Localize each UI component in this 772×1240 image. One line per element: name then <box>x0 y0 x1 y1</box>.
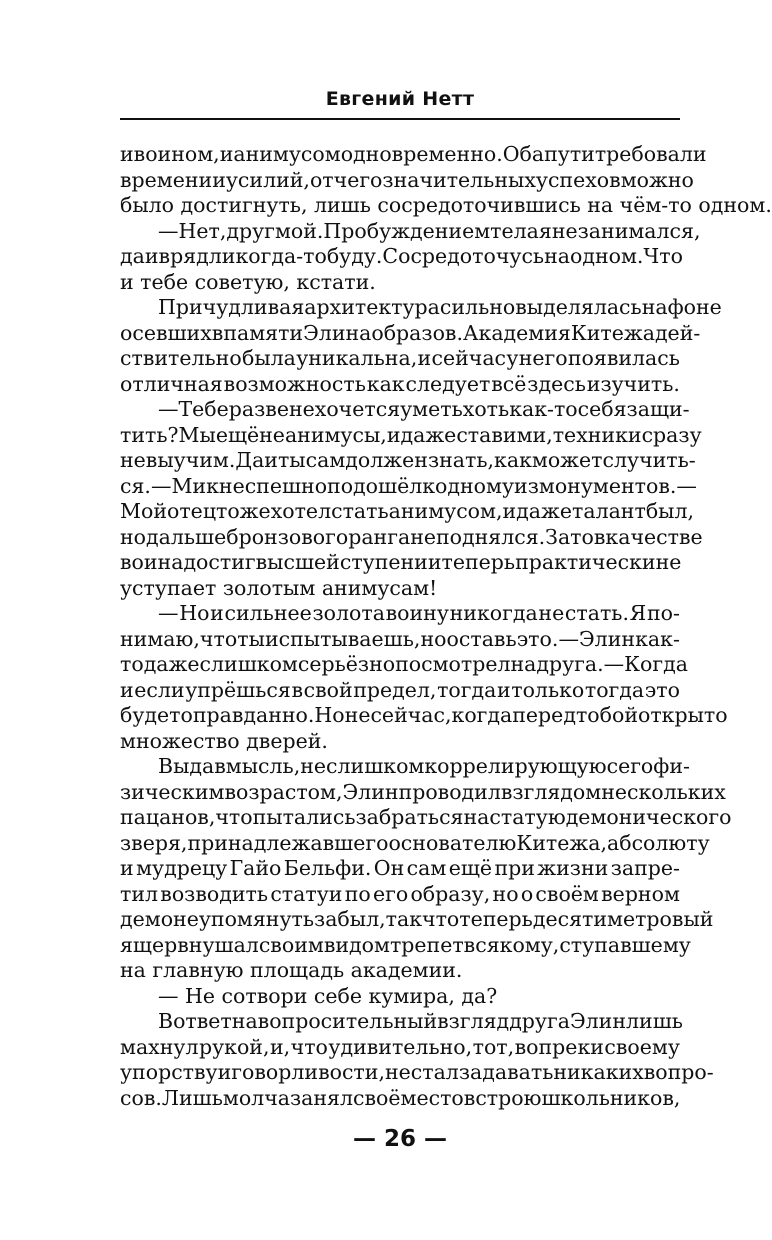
text-line: — Тебе разве не хочется уметь хоть как-то себя защи- <box>158 397 690 421</box>
page-number: — 26 — <box>352 1126 448 1152</box>
text-line: на главную площадь академии. <box>120 958 463 982</box>
body-text <box>120 142 772 1111</box>
text-line: было достигнуть, лишь сосредоточившись на чём-то одном. <box>120 193 772 217</box>
text-line: сов. Лишь молча занял своё место в строю школьников, <box>120 1085 681 1110</box>
text-line: и если упрёшься в свой предел, тогда и только тогда это <box>120 677 680 702</box>
text-line: тил возводить статуи по его образу, но о своём верном <box>120 881 680 906</box>
text-line: нимаю, что ты испытываешь, но оставь это. — Элин как- <box>120 626 680 651</box>
text-line: и мудрецу Гайо Бельфи. Он сам ещё при жизни запре- <box>120 856 680 880</box>
text-line: воина достиг высшей ступени и теперь практически не <box>120 550 682 574</box>
text-line: ящер внушал своим видом трепет всякому, ступавшему <box>120 932 691 957</box>
text-line: но дальше бронзового ранга не поднялся. Зато в качестве <box>120 524 703 549</box>
text-line: Причудливая архитектура сильно выделялась на фоне <box>158 295 722 319</box>
text-line: Мой отец тоже хотел стать анимусом, и даже талант был, <box>120 499 695 523</box>
text-line: махнул рукой, и, что удивительно, тот, вопреки своему <box>120 1034 680 1059</box>
running-head-author: Евгений Нетт <box>325 88 475 110</box>
text-line: пацанов, что пытались забраться на статую демонического <box>120 805 732 829</box>
text-line: да и вряд ли когда-то буду. Сосредоточусь на одном. Что <box>120 244 683 268</box>
text-line: Выдав мысль, не слишком коррелирующую с его фи- <box>158 754 690 778</box>
text-line: осевших в памяти Элина образов. Академия Китежа дей- <box>120 320 701 345</box>
text-line: — Нет, друг мой. Пробуждением тела я не занимался, <box>158 218 701 243</box>
text-line: зическим возрастом, Элин проводил взглядом нескольких <box>120 779 726 804</box>
text-line: — Но и сильнее золота воину никогда не стать. Я по- <box>158 601 680 625</box>
text-line: и тебе советую, кстати. <box>120 269 376 294</box>
text-line: отличная возможность как следует всё здесь изучить. <box>120 371 680 396</box>
header-rule <box>120 118 680 120</box>
text-line: уступает золотым анимусам! <box>120 575 438 600</box>
text-line: множество дверей. <box>120 728 328 753</box>
text-line: и воином, и анимусом одновременно. Оба пути требовали <box>120 142 707 166</box>
text-line: времени и усилий, отчего значительных успехов можно <box>120 167 694 192</box>
text-line: будет оправданно. Но не сейчас, когда перед тобой открыто <box>120 703 728 727</box>
text-line: В ответ на вопросительный взгляд друга Элин лишь <box>158 1009 683 1033</box>
text-line: ся. — Мик неспешно подошёл к одному из монументов. — <box>120 473 697 498</box>
text-line: ствительно была уникальна, и сейчас у него появилась <box>120 346 680 370</box>
text-line: не выучим. Да и ты сам должен знать, как может случить- <box>120 448 696 472</box>
text-line: демоне упомянуть забыл, так что теперь десятиметровый <box>120 907 714 931</box>
text-line: тить? Мы ещё не анимусы, и даже став ими, техники сразу <box>120 422 702 447</box>
text-line: то даже слишком серьёзно посмотрел на друга. — Когда <box>120 652 688 676</box>
text-line: упорству и говорливости, не стал задавать никаких вопро- <box>120 1060 714 1084</box>
text-line: зверя, принадлежавшего основателю Китежа, абсолюту <box>120 830 710 855</box>
text-line: — Не сотвори себе кумира, да? <box>158 983 498 1008</box>
